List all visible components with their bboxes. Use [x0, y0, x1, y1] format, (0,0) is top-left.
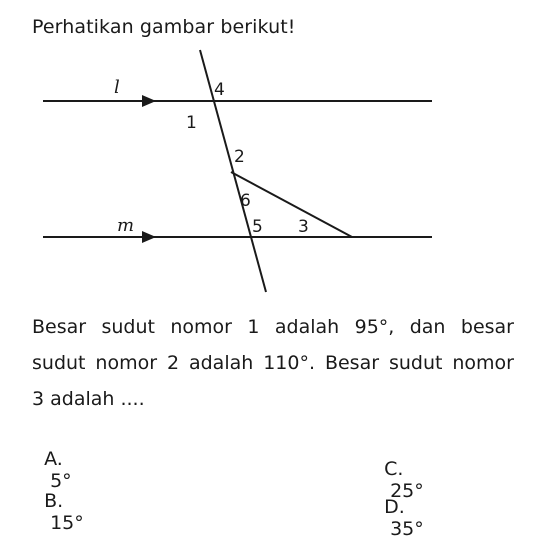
line-l-arrow-icon	[142, 95, 156, 107]
option-c-value: 25°	[390, 480, 424, 502]
instruction-text: Perhatikan gambar berikut!	[32, 16, 296, 38]
question-line-3: 3 adalah ....	[32, 388, 145, 410]
line-m-label: m	[117, 215, 135, 236]
line-l-label: l	[114, 77, 120, 98]
option-d[interactable]	[372, 474, 424, 540]
transversal-line	[200, 50, 266, 292]
option-b-value: 15°	[50, 512, 84, 534]
question-text	[32, 309, 514, 417]
angle-label-4: 4	[214, 80, 225, 100]
option-d-value: 35°	[390, 518, 424, 540]
option-c-letter: C.	[384, 458, 404, 480]
question-line-2: sudut nomor 2 adalah 110°. Besar sudut nomor	[32, 352, 514, 374]
option-d-letter: D.	[384, 496, 405, 518]
option-a-letter: A.	[44, 448, 63, 470]
line-m-arrow-icon	[142, 231, 156, 243]
angle-label-6: 6	[240, 191, 251, 211]
option-a-value: 5°	[50, 470, 72, 492]
angle-label-5: 5	[252, 217, 263, 237]
option-b-letter: B.	[44, 490, 64, 512]
angle-label-3: 3	[298, 217, 309, 237]
option-b[interactable]	[32, 468, 84, 534]
angle-label-2: 2	[234, 147, 245, 167]
question-line-1: Besar sudut nomor 1 adalah 95°, dan besar	[32, 316, 514, 338]
angle-label-1: 1	[186, 113, 197, 133]
